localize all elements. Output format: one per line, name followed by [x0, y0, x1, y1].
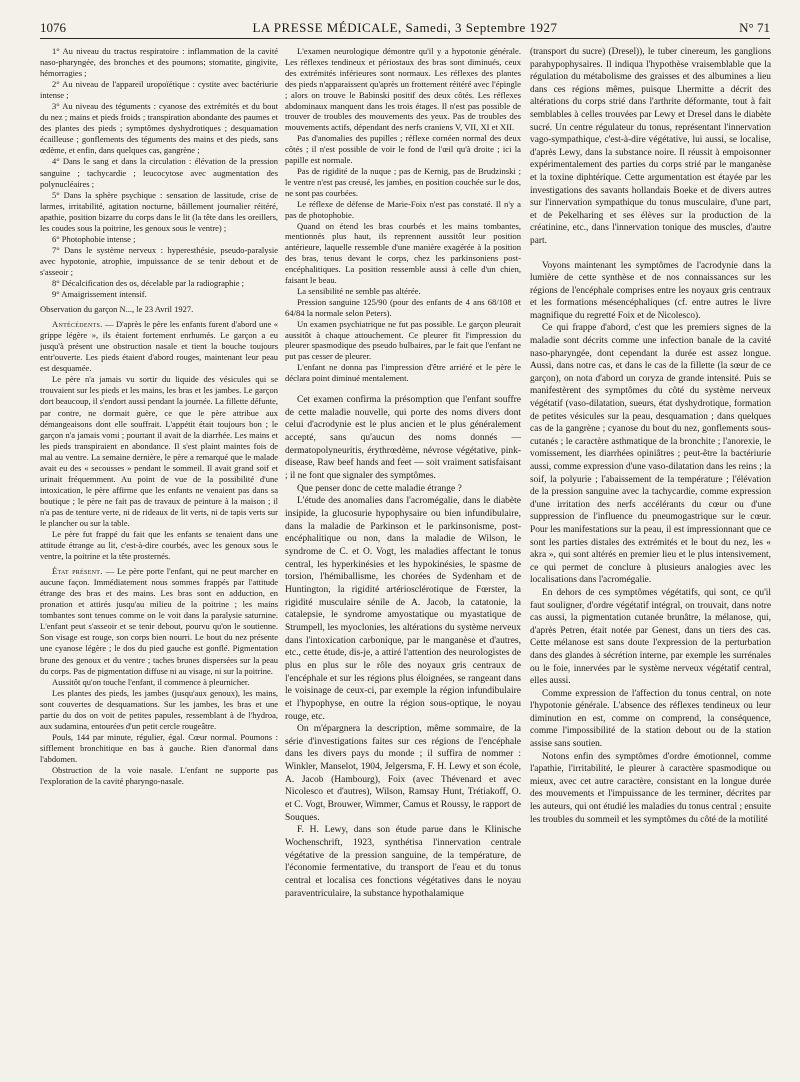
antecedents-paragraph: [40, 319, 278, 374]
body-paragraph: Comme expression de l'affection du tonus central, on note l'hypotonie générale. L'absence des réflexes tendineux ou leur diminution en est, comme on comprend, la conséquence, comme l'impossibilité de la station debout ou de la station assise sans soutien.: [530, 688, 771, 750]
body-paragraph: F. H. Lewy, dans son étude parue dans le Klinische Wochenschrift, 1923, synthétisa l'innervation centrale végétative de la pression sanguine, de la température, de l'économie fermentative, du transport de l'eau et du tonus central et localisa ces fonctions végétatives dans le noyau paraventriculaire, la substance hypothalamique: [285, 825, 521, 899]
etat-text: — Le père porte l'enfant, qui ne peut marcher en aucune façon. Immédiatement nous sommes frappés par l'attitude étrange des bras et des mains. Les bras sont en adduction, en pronation et attirés jusqu'au milieu de la poitrine ; les mains tombantes sont tenues comme on le voit dans la paralysie saturnine. L'enfant peut s'asseoir et se tenir debout, pourvu qu'on le soutienne. Son visage est rouge, son corps bien nourri. Le bout du nez présente une cyanose légère ; le dos du pied gauche est gonflé. Pigmentation brune des genoux et du ventre ; taches brunes dispersées sur la peau du corps. Pas de pigmentation diffuse ni au visage, ni sur la poitrine.: [40, 566, 278, 676]
etat-paragraph: [40, 566, 278, 676]
body-paragraph: En dehors de ces symptômes végétatifs, qui sont, ce qu'il faut souligner, d'ordre végétatif intégral, on trouvait, dans notre cas aussi, la pigmentation cutanée brunâtre, la mélanose, qui, d'après Petren, était notée par Genest, dans un tiers des cas. Cette mélanose est sans doute l'expression de la perturbation dans des glandes à sécrétion interne, par exemple les surrénales ou le foie, innervées par le système nerveux végétatif central, elles aussi.: [530, 587, 771, 687]
body-paragraph: Notons enfin des symptômes d'ordre émotionnel, comme l'apathie, l'irritabilité, le pleurer à caractère spasmodique ou mieux, avec cet autre caractère, consistant en la longue durée des mouvements et l'impuissance de les terminer, décrites par les auteurs, qui ont étudié les maladies du tonus central ; ensuite les troubles du sommeil et les symptômes du côté de la motilité: [530, 751, 771, 825]
clinical-notes: [285, 46, 521, 384]
body-paragraph: Pouls, 144 par minute, régulier, égal. Cœur normal. Poumons : sifflement bronchitique en bas à gauche. Rien d'anormal dans l'abdomen.: [40, 731, 278, 764]
body-paragraph: Le père fut frappé du fait que les enfants se tenaient dans une attitude étrange au lit, c'est-à-dire courbés, avec les genoux sous le ventre, la poitrine et la tête prosternés.: [40, 529, 278, 562]
body-paragraph: L'examen neurologique démontre qu'il y a hypotonie générale. Les réflexes tendineux et périostaux des bras sont diminués, ceux des extrémités inférieures sont normaux. Les réflexes des plantes des pieds n'apparaissent qu'après un frottement réitéré avec l'épingle ; alors on trouve le Babinski positif des deux côtés. Les réflexes abdominaux manquent dans les trois étages. Il n'est pas possible de trouver de troubles des mouvements des yeux. Pas de troubles des mouvements actifs, dépendant des nerfs craniens V, VII, XI et XII.: [285, 46, 521, 133]
body-paragraph: Pas de rigidité de la nuque ; pas de Kernig, pas de Brudzinski ; le ventre n'est pas creusé, les jambes, en position couchée sur le dos, ne sont pas courbées.: [285, 165, 521, 198]
body-paragraph: Aussitôt qu'on touche l'enfant, il commence à pleurnicher.: [52, 676, 250, 687]
body-paragraph: (transport du sucre) (Dresel)), le tuber cinereum, les ganglions parahypophysaires. Il indiqua l'hypothèse vraisemblable que la régulation du métabolisme des graisses et des albumines a lieu dans ces régions mêmes, puisque Lhermitte a décrit des altérations du corps strié dans l'arthrite déformante, tout à fait semblables à celles trouvées par Lewy et Dresel dans le diabète sucré. Un centre régulateur du tonus, représentant l'innervation vago-sympathique, c'est-à-dire végétative, lui aussi, se localise, d'après Lewy, dans la substance noire. Il réussit à empoisonner expérimentalement des parties du corps strié par le manganèse et la toxine diphtérique. Cette argumentation est étayée par les investigations des savants hollandais Boeke et de divers autres sur l'innervation sympathique du tonus musculaire, d'une part, et de Pekelharing et ses élèves sur la production de la créatinine, etc., dans l'innervation tonique des muscles, d'autre part.: [530, 47, 771, 246]
issue-number: N° 71: [739, 20, 770, 35]
body-paragraph: Obstruction de la voie nasale. L'enfant ne supporte pas l'exploration de la cavité pharyngo-nasale.: [40, 765, 278, 787]
body-paragraph: Un examen psychiatrique ne fut pas possible. Le garçon pleurait aussitôt à chaque attouchement. Ce pleurer fit l'impression du pleurer spasmodique des pseudo bulbaires, par le fait que l'enfant ne put pas cesser de pleurer.: [285, 318, 521, 362]
page-header: [40, 20, 770, 39]
journal-title: LA PRESSE MÉDICALE, Samedi, 3 Septembre 1927: [252, 20, 558, 35]
column-right: [530, 46, 771, 1076]
antecedents-text: — D'après le père les enfants furent d'abord une « grippe légère », ils étaient fortement enrhumés. Le garçon a eu jusqu'à présent une obstruction nasale et tient la bouche toujours entr'ouverte. Les pieds étaient d'abord rouges, maintenant leur peau est desquamée.: [40, 319, 278, 374]
symptom-item: 6° Photophobie intense ;: [52, 233, 136, 244]
body-paragraph: Voyons maintenant les symptômes de l'acrodynie dans la lumière de cette synthèse et de nos connaissances sur les régions de l'encéphale comprises entre les noyaux gris centraux et les formations mésencéphaliques (cf. entre autres le livre magnifique du regretté Foix et de Nicolesco).: [530, 260, 771, 321]
observation-heading: Observation du garçon N..., le 23 Avril 1927.: [40, 304, 194, 315]
body-paragraph: Quand on étend les bras courbés et les mains tombantes, mentionnés plus haut, ils reprennent aussitôt leur position antérieure, laquelle ressemble d'une manière exagérée à la position des bras, tenus devant le corps, chez les parkinsoniens post-encéphalitiques. La position ressemble aussi à celle d'un chien, faisant le beau.: [285, 220, 521, 286]
discussion: [285, 394, 521, 900]
symptom-item: 1° Au niveau du tractus respiratoire : inflammation de la cavité naso-pharyngée, des bronches et des poumons; stomatite, gingivite, hémorragies ;: [40, 46, 278, 79]
page-number: 1076: [40, 20, 66, 35]
body-paragraph: Que penser donc de cette maladie étrange ?: [297, 483, 462, 494]
column-left: [40, 46, 278, 1076]
body-paragraph: L'enfant ne donna pas l'impression d'être arriéré et le père le déclara point diminué mentalement.: [285, 362, 521, 384]
column-middle: [285, 46, 521, 1076]
etat-label: État présent.: [52, 566, 103, 577]
body-paragraph: Le père n'a jamais vu sortir du liquide des vésicules qui se trouvaient sur les pieds et les mains, les bras et les jambes. Le garçon dort beaucoup, il s'endort aussi pendant la journée. La fillette défunte, par contre, ne dormait guère, ce que le père attribue aux démangeaisons dont elle souffrait. L'appétit était toujours bon ; le garçon n'a jamais vomi ; pourtant il avait de la diarrhée. Les mains et les pieds transpiraient en abondance. Il s'est plaint maintes fois de mal au ventre. La semaine dernière, le père a remarqué que le malade avait eu des « secousses » pendant le sommeil. Il avait grand soif et urinait fréquemment. Au point de vue de la possibilité d'une intoxication, le père affirme que les enfants ne venaient pas dans sa boutique ; le père ne fait pas de travaux de peinture à la maison ; il n'a pas de tenture verte, ni de rideaux de lit verts, ni de tapis verts sur le plancher ou sur la table.: [40, 374, 278, 528]
body-paragraph: Les plantes des pieds, les jambes (jusqu'aux genoux), les mains, sont couvertes de desquamations. Sur les jambes, les bras et une partie du dos on voit de petites papules, ressemblant à de l'hydroa, aux sudamina, entourées d'un petit cercle rougeâtre.: [40, 687, 278, 731]
body-paragraph: Pression sanguine 125/90 (pour des enfants de 4 ans 68/108 et 64/84 la normale selon Peters).: [285, 296, 521, 318]
symptom-item: 3° Au niveau des téguments : cyanose des extrémités et du bout du nez ; mains et pieds froids ; transpiration abondante des paumes et des plantes des pieds ; symptômes dyshydrotiques ; desquamation écailleuse ; gonflements des téguments des mains et des pieds, sans œdème, et enfin, dans quelques cas, gangrène ;: [40, 101, 278, 156]
body-paragraph: La sensibilité ne semble pas altérée.: [297, 285, 421, 296]
symptom-item: 4° Dans le sang et dans la circulation : élévation de la pression sanguine ; tachycardie ; leucocytose avec augmentation des polynucléaires ;: [40, 156, 278, 189]
body-paragraph: Ce qui frappe d'abord, c'est que les premiers signes de la maladie sont décrits comme une infection banale de la cavité naso-pharyngée, dont cependant la durée est assez longue. Aussi, dans notre cas, et dans le cas de la fillette (la sœur de ce garçon), on nota d'abord un coryza de grande intensité. Puis se manifestèrent des symptômes du côté du système nerveux végétatif (vaso-dilatation, sueurs, état dyshydrotique, formation de petites vésicules sur la peau, desquamation ; dans quelques cas de la gangrène ; cyanose du bout du nez, gonflements sous-cutanés ; le caractère asthmatique de la bronchite ; l'anorexie, le vomissement, les diarrhées opiniâtres ; peut-être la bactériurie aussi, comme expression d'une vaso-dilatation dans les reins ; la soif, la polyurie ; l'abaissement de la température ; l'élévation de la pression sanguine avec la tachycardie, comme expression d'une irritation des nerfs accélérants du cœur ou d'une suppression de l'influence du pneumogastrique sur le cœur. Pour les manifestations sur la peau, il est impressionnant que ce sont les parties distales des extrémités et le bout du nez, les « akra », qui sont altérés en premier lieu et le plus intensivement, ce qui permet de conclure à plusieurs analogies avec les localisations dans l'acromégalie.: [530, 323, 771, 586]
symptom-item: 2° Au niveau de l'appareil uropoïétique : cystite avec bactériurie intense ;: [40, 79, 278, 101]
body-paragraph: Pas d'anomalies des pupilles ; réflexe cornéen normal des deux côtés ; il n'est possible de voir le fond de l'œil qu'à droite ; ici la papille est normale.: [285, 133, 521, 166]
antecedents-label: Antécédents.: [52, 319, 103, 330]
symptom-item: 8° Décalcification des os, décelable par la radiographie ;: [52, 277, 244, 288]
body-paragraph: Le réflexe de défense de Marie-Foix n'est pas constaté. Il n'y a pas de photophobie.: [285, 198, 521, 220]
body-paragraph: Cet examen confirma la présomption que l'enfant souffre de cette maladie nouvelle, qui porte des noms divers dont celui d'acrodynie est le plus ancien et le plus généralement accepté, sans qu'aucun des noms donnés — dermatopolyneuritis, érythrœdème, névrose végétative, pink-disease, Raw beef hands and feet — soit vraiment satisfaisant ; il ne font que signaler des symptômes.: [285, 395, 521, 482]
symptom-item: 9° Amaigrissement intensif.: [52, 289, 147, 300]
body-paragraph: L'étude des anomalies dans l'acromégalie, dans le diabète insipide, la glucosurie hypophysaire ou bien infundibulaire, dans la maladie de Parkinson et le parkinsonisme, post-encéphalitique ou non, dans la maladie de Wilson, le syndrome de C. et O. Vogt, les maladies affectant le tonus central, les hyperkinésies et les hypokinésies, le spasme de torsion, l'hémiballisme, les chorées de Sydenham et de Huntington, la rigidité artériosclérotique de Fœrster, la rigidité musculaire sénile de A. Jacob, la catatonie, la catalepsie, le syndrome amyostatique ou myastatique de Strumpell, les myoclonies, les altérations du système nerveux dans l'intoxication carbonique, par le manganèse et d'autres, etc., cette étude, dis-je, a attiré l'attention des neurologistes de plus en plus sur le rôle des noyaux gris centraux de l'encéphale et sur les régions plus éloignées, se rangeant dans le voisinage de ceux-ci, par exemple la région infundibulaire et l'hypophyse, en outre la région sous-optique, le noyau rouge, etc.: [285, 496, 521, 722]
symptom-item: 7° Dans le système nerveux : hyperesthésie, pseudo-paralysie avec hypotonie, atrophie, impuissance de se tenir debout et de s'asseoir ;: [40, 244, 278, 277]
symptom-item: 5° Dans la sphère psychique : sensation de lassitude, crise de larmes, irritabilité, agitation nocturne, bâillement journalier réitéré, apathie, position bizarre du corps dans le lit (la tête dans les oreillers, les coudes sous la poitrine, les genoux sous le ventre) ;: [40, 189, 278, 233]
body-paragraph: On m'épargnera la description, même sommaire, de la série d'investigations faites sur ces régions de l'encéphale dans les divers pays du monde ; il suffira de nommer : Winkler, Manselot, 1904, Jelgersma, F. H. Lewy et son école, A. Jacob (Hambourg), Foix (avec Thévenard et avec Nicolesco et d'autres), Wilson, Ramsay Hunt, Trétiakoff, O. et C. Vogt, Brouwer, Wimmer, Camus et Roussy, le rapport de Souques.: [285, 724, 521, 823]
